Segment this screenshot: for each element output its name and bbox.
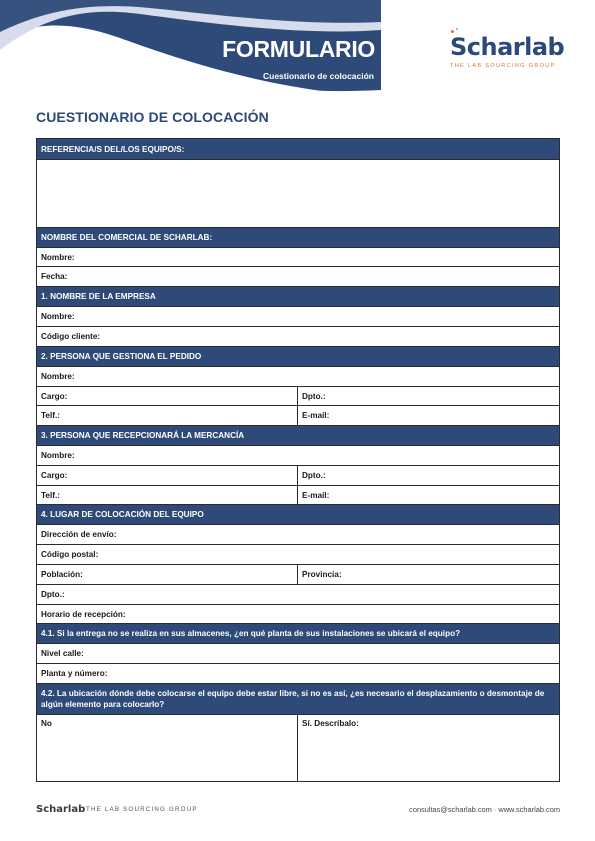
header-title: FORMULARIO xyxy=(222,36,375,62)
sales-rep-name-field[interactable]: Nombre: xyxy=(37,247,559,266)
city-field[interactable]: Población: xyxy=(37,565,298,584)
order-manager-contact-row xyxy=(37,405,559,425)
order-manager-position-field[interactable]: Cargo: xyxy=(37,387,298,405)
clearance-answer-row xyxy=(37,714,559,781)
order-manager-name-field[interactable]: Nombre: xyxy=(37,366,559,386)
location-dept-field[interactable]: Dpto.: xyxy=(37,584,559,604)
reception-hours-field[interactable]: Horario de recepción: xyxy=(37,604,559,623)
shipping-address-field[interactable]: Dirección de envío: xyxy=(37,524,559,544)
receiver-contact-row xyxy=(37,485,559,504)
customer-code-field[interactable]: Código cliente: xyxy=(37,326,559,346)
receiver-email-field[interactable]: E-mail: xyxy=(302,490,330,500)
section-header-location: 4. LUGAR DE COLOCACIÓN DEL EQUIPO xyxy=(37,504,559,524)
header-subtitle: Cuestionario de colocación xyxy=(263,71,374,81)
receiver-name-field[interactable]: Nombre: xyxy=(37,445,559,465)
logo-dot-icon xyxy=(456,28,458,30)
scharlab-logo xyxy=(447,30,565,74)
order-manager-position-row xyxy=(37,386,559,405)
receiver-position-row xyxy=(37,465,559,485)
references-textarea[interactable] xyxy=(37,159,559,227)
province-field[interactable]: Provincia: xyxy=(302,570,342,579)
logo-tagline: THE LAB SOURCING GROUP xyxy=(450,63,556,69)
section-header-receiver: 3. PERSONA QUE RECEPCIONARÁ LA MERCANCÍA xyxy=(37,425,559,445)
section-header-company: 1. NOMBRE DE LA EMPRESA xyxy=(37,286,559,306)
logo-dot-icon xyxy=(451,30,454,33)
footer-contact: consultas@scharlab.com · www.scharlab.com xyxy=(409,805,560,814)
floor-number-field[interactable]: Planta y número: xyxy=(37,663,559,683)
receiver-phone-field[interactable]: Telf.: xyxy=(37,486,298,504)
clearance-no-field[interactable]: No xyxy=(37,715,298,781)
city-province-row xyxy=(37,564,559,584)
receiver-dept-field[interactable]: Dpto.: xyxy=(302,471,326,480)
postal-code-field[interactable]: Código postal: xyxy=(37,544,559,564)
section-header-clearance-question: 4.2. La ubicación dónde debe colocarse el equipo debe estar libre, si no es así, ¿es necesario el desplazamiento o desmontaje de algún elemento para colocarlo? xyxy=(37,683,559,714)
order-manager-phone-field[interactable]: Telf.: xyxy=(37,406,298,425)
order-manager-dept-field[interactable]: Dpto.: xyxy=(302,391,326,401)
street-level-field[interactable]: Nivel calle: xyxy=(37,643,559,663)
footer-tagline: THE LAB SOURCING GROUP xyxy=(86,806,198,813)
company-name-field[interactable]: Nombre: xyxy=(37,306,559,326)
order-manager-email-field[interactable]: E-mail: xyxy=(302,411,330,420)
logo-wordmark: Scharlab xyxy=(450,33,565,61)
footer-brand: Scharlab xyxy=(36,804,86,815)
sales-rep-date-field[interactable]: Fecha: xyxy=(37,266,559,286)
clearance-yes-describe-field[interactable]: Sí. Descríbalo: xyxy=(302,719,359,728)
receiver-position-field[interactable]: Cargo: xyxy=(37,466,298,485)
section-header-references: REFERENCIA/S DEL/LOS EQUIPO/S: xyxy=(37,139,559,159)
document-title: CUESTIONARIO DE COLOCACIÓN xyxy=(36,109,269,125)
section-header-order-manager: 2. PERSONA QUE GESTIONA EL PEDIDO xyxy=(37,346,559,366)
section-header-floor-question: 4.1. Si la entrega no se realiza en sus almacenes, ¿en qué planta de sus instalaciones se ubicará el equipo? xyxy=(37,623,559,643)
section-header-sales-rep: NOMBRE DEL COMERCIAL DE SCHARLAB: xyxy=(37,227,559,247)
placement-form xyxy=(36,138,560,782)
